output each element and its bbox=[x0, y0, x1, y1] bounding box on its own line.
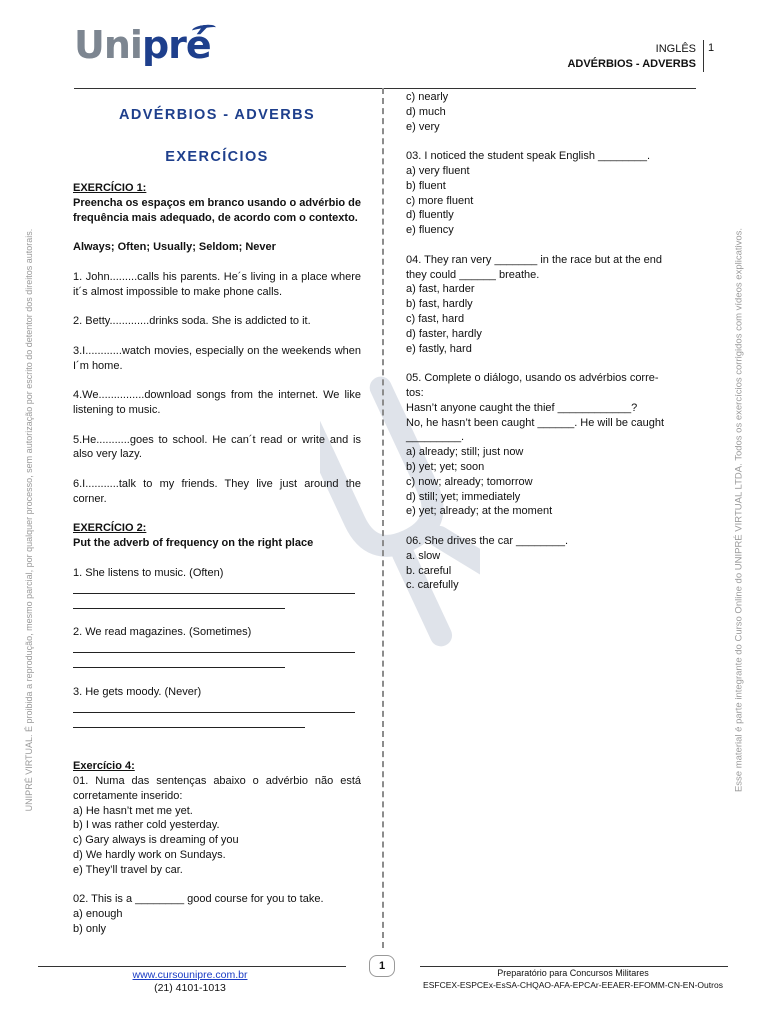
ex4-q02-option: a) enough bbox=[73, 908, 123, 921]
q06-option: b. careful bbox=[406, 564, 452, 577]
unipre-logo bbox=[74, 22, 211, 68]
q04-option: a) fast, harder bbox=[406, 283, 475, 296]
q05-dialog-line: Hasn’t anyone caught the thief ____________? bbox=[406, 401, 638, 414]
q04-option: e) fastly, hard bbox=[406, 342, 472, 355]
page-title: ADVÉRBIOS - ADVERBS bbox=[118, 107, 316, 123]
ex4-q01: 01. Numa das sentenças abaixo o advérbio não está corretamente inserido: bbox=[73, 775, 361, 802]
answer-line bbox=[73, 596, 285, 609]
right-note-label: Esse material é parte integrante do Curso Online do UNIPRÉ VIRTUAL LTDA. Todos os exercícios corrigidos com vídeos explicativos. bbox=[733, 227, 745, 793]
left-copyright-label: UNIPRÉ VIRTUAL. É proibida a reprodução, mesmo parcial, por qualquer processo, sem autorização por escrito do detentor dos direitos autorais. bbox=[24, 228, 34, 812]
q03-option: a) very fluent bbox=[406, 164, 470, 177]
q05-option: a) already; still; just now bbox=[406, 446, 524, 459]
ex2-item: 1. She listens to music. (Often) bbox=[73, 566, 224, 579]
answer-line bbox=[73, 581, 355, 594]
header-topic: ADVÉRBIOS - ADVERBS bbox=[567, 58, 696, 70]
ex4-q01-option: c) Gary always is dreaming of you bbox=[73, 834, 239, 847]
q03-option: c) more fluent bbox=[406, 194, 474, 207]
logo-uni-text: Uni bbox=[74, 23, 142, 67]
right-column bbox=[406, 90, 695, 593]
q05-option: d) still; yet; immediately bbox=[406, 490, 521, 503]
ex1-options: Always; Often; Usually; Seldom; Never bbox=[73, 241, 276, 254]
q02-option: c) nearly bbox=[406, 91, 449, 103]
left-column bbox=[73, 103, 361, 937]
ex1-instruction: Preencha os espaços em branco usando o advérbio de frequência mais adequado, de acordo com o contexto. bbox=[73, 196, 361, 224]
ex2-heading: EXERCÍCIO 2: bbox=[73, 522, 147, 535]
ex1-item: 1. John.........calls his parents. He´s living in a place where it´s almost impossible to make phone calls. bbox=[73, 270, 361, 298]
q05-dialog-line: _________. bbox=[406, 431, 465, 444]
header-page-number: 1 bbox=[708, 42, 715, 54]
ex1-item: 3.I............watch movies, especially on the weekends when I´m home. bbox=[73, 344, 361, 372]
q06-option: c. carefully bbox=[406, 579, 459, 592]
right-note-text bbox=[732, 227, 746, 793]
footer-prep-label: Preparatório para Concursos Militares bbox=[497, 968, 649, 978]
q02-option: d) much bbox=[406, 105, 446, 118]
q03-question: 03. I noticed the student speak English ________. bbox=[406, 150, 651, 163]
q04-option: b) fast, hardly bbox=[406, 298, 473, 311]
q03-option: d) fluently bbox=[406, 209, 454, 222]
q04-option: c) fast, hard bbox=[406, 312, 465, 325]
ex4-q01-option: d) We hardly work on Sundays. bbox=[73, 849, 226, 862]
q04-option: d) faster, hardly bbox=[406, 327, 482, 340]
ex4-q01-option: e) They’ll travel by car. bbox=[73, 863, 183, 876]
q04-question: 04. They ran very _______ in the race but at the end bbox=[406, 253, 663, 266]
answer-line bbox=[73, 700, 355, 713]
q05-dialog-line: No, he hasn’t been caught ______. He will be caught bbox=[406, 416, 665, 429]
ex4-q02: 02. This is a ________ good course for you to take. bbox=[73, 893, 324, 906]
ex1-item: 2. Betty.............drinks soda. She is addicted to it. bbox=[73, 315, 311, 328]
header-rule bbox=[74, 88, 696, 89]
q05-option: b) yet; yet; soon bbox=[406, 460, 485, 473]
ex4-q02-option: b) only bbox=[73, 923, 107, 936]
ex2-item: 3. He gets moody. (Never) bbox=[73, 685, 202, 698]
q02-option: e) very bbox=[406, 120, 440, 133]
header-page-divider bbox=[703, 40, 704, 72]
ex4-heading: Exercício 4: bbox=[73, 760, 135, 773]
ex4-q01-option: a) He hasn’t met me yet. bbox=[73, 804, 193, 817]
q05-question-cont: tos: bbox=[406, 386, 424, 399]
logo-pre-text: pré bbox=[141, 23, 211, 67]
answer-line bbox=[73, 655, 285, 668]
answer-line bbox=[73, 715, 305, 728]
column-divider bbox=[382, 88, 384, 948]
q05-question: 05. Complete o diálogo, usando os advérbios corre- bbox=[406, 372, 659, 385]
ex1-item: 5.He...........goes to school. He can´t read or write and is also very lazy. bbox=[73, 433, 361, 461]
footer-page-number: 1 bbox=[369, 955, 395, 977]
q03-option: b) fluent bbox=[406, 179, 446, 192]
q03-option: e) fluency bbox=[406, 224, 454, 237]
header-subject-block bbox=[567, 42, 696, 72]
ex1-item: 4.We...............download songs from the internet. We like listening to music. bbox=[73, 389, 361, 416]
ex1-heading: EXERCÍCIO 1: bbox=[73, 182, 147, 194]
footer-rule-left bbox=[38, 966, 346, 967]
website-link[interactable]: www.cursounipre.com.br bbox=[132, 969, 248, 981]
q05-option: e) yet; already; at the moment bbox=[406, 505, 553, 518]
q06-question: 06. She drives the car ________. bbox=[406, 534, 569, 547]
q05-option: c) now; already; tomorrow bbox=[406, 475, 533, 488]
header-subject: INGLÊS bbox=[655, 43, 696, 55]
exercises-title: EXERCÍCIOS bbox=[165, 149, 269, 165]
q04-question-cont: they could ______ breathe. bbox=[406, 268, 540, 281]
ex2-instruction: Put the adverb of frequency on the right place bbox=[73, 537, 314, 550]
q06-option: a. slow bbox=[406, 549, 441, 562]
phone-number: (21) 4101-1013 bbox=[154, 982, 226, 994]
ex4-q01-option: b) I was rather cold yesterday. bbox=[73, 819, 220, 832]
answer-line bbox=[73, 640, 355, 653]
left-copyright-text bbox=[22, 228, 36, 812]
footer-exam-list: ESFCEX-ESPCEx-EsSA-CHQAO-AFA-EPCAr-EEAER-EFOMM-CN-EN-Outros bbox=[423, 980, 723, 990]
ex1-item: 6.I...........talk to my friends. They live just around the corner. bbox=[73, 477, 361, 505]
footer-rule-right bbox=[420, 966, 728, 967]
ex2-item: 2. We read magazines. (Sometimes) bbox=[73, 626, 252, 639]
